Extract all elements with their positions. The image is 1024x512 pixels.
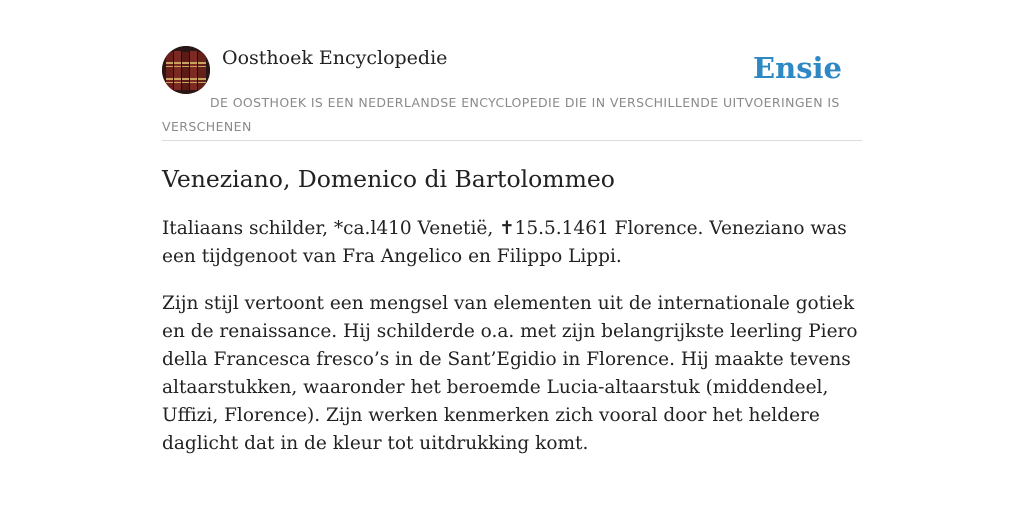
brand-logo[interactable]: Ensie bbox=[753, 51, 842, 85]
site-name[interactable]: Oosthoek Encyclopedie bbox=[222, 47, 448, 69]
article bbox=[162, 160, 874, 458]
article-paragraph: Zijn stijl vertoont een mengsel van elementen uit de internationale gotiek en de renaissance. Hij schilderde o.a. met zijn belangrijkste leerling Piero della Francesca fresco’s in de Sant’Egidio in Florence. Hij maakte tevens altaarstukken, waaronder het beroemde Lucia-altaarstuk (middendeel, Uffizi, Florence). Zijn werken kenmerken zich vooral door het heldere daglicht dat in de kleur tot uitdrukking komt. bbox=[162, 293, 858, 454]
article-paragraph: Italiaans schilder, *ca.l410 Venetië, ✝15.5.1461 Florence. Veneziano was een tijdgenoot van Fra Angelico en Filippo Lippi. bbox=[162, 218, 847, 267]
article-title: Veneziano, Domenico di Bartolommeo bbox=[162, 165, 615, 193]
site-tagline: DE OOSTHOEK IS EEN NEDERLANDSE ENCYCLOPEDIE DIE IN VERSCHILLENDE UITVOERINGEN IS VERSCHENEN bbox=[162, 95, 840, 134]
site-header bbox=[162, 46, 862, 141]
encyclopedia-books-icon[interactable] bbox=[162, 46, 210, 94]
